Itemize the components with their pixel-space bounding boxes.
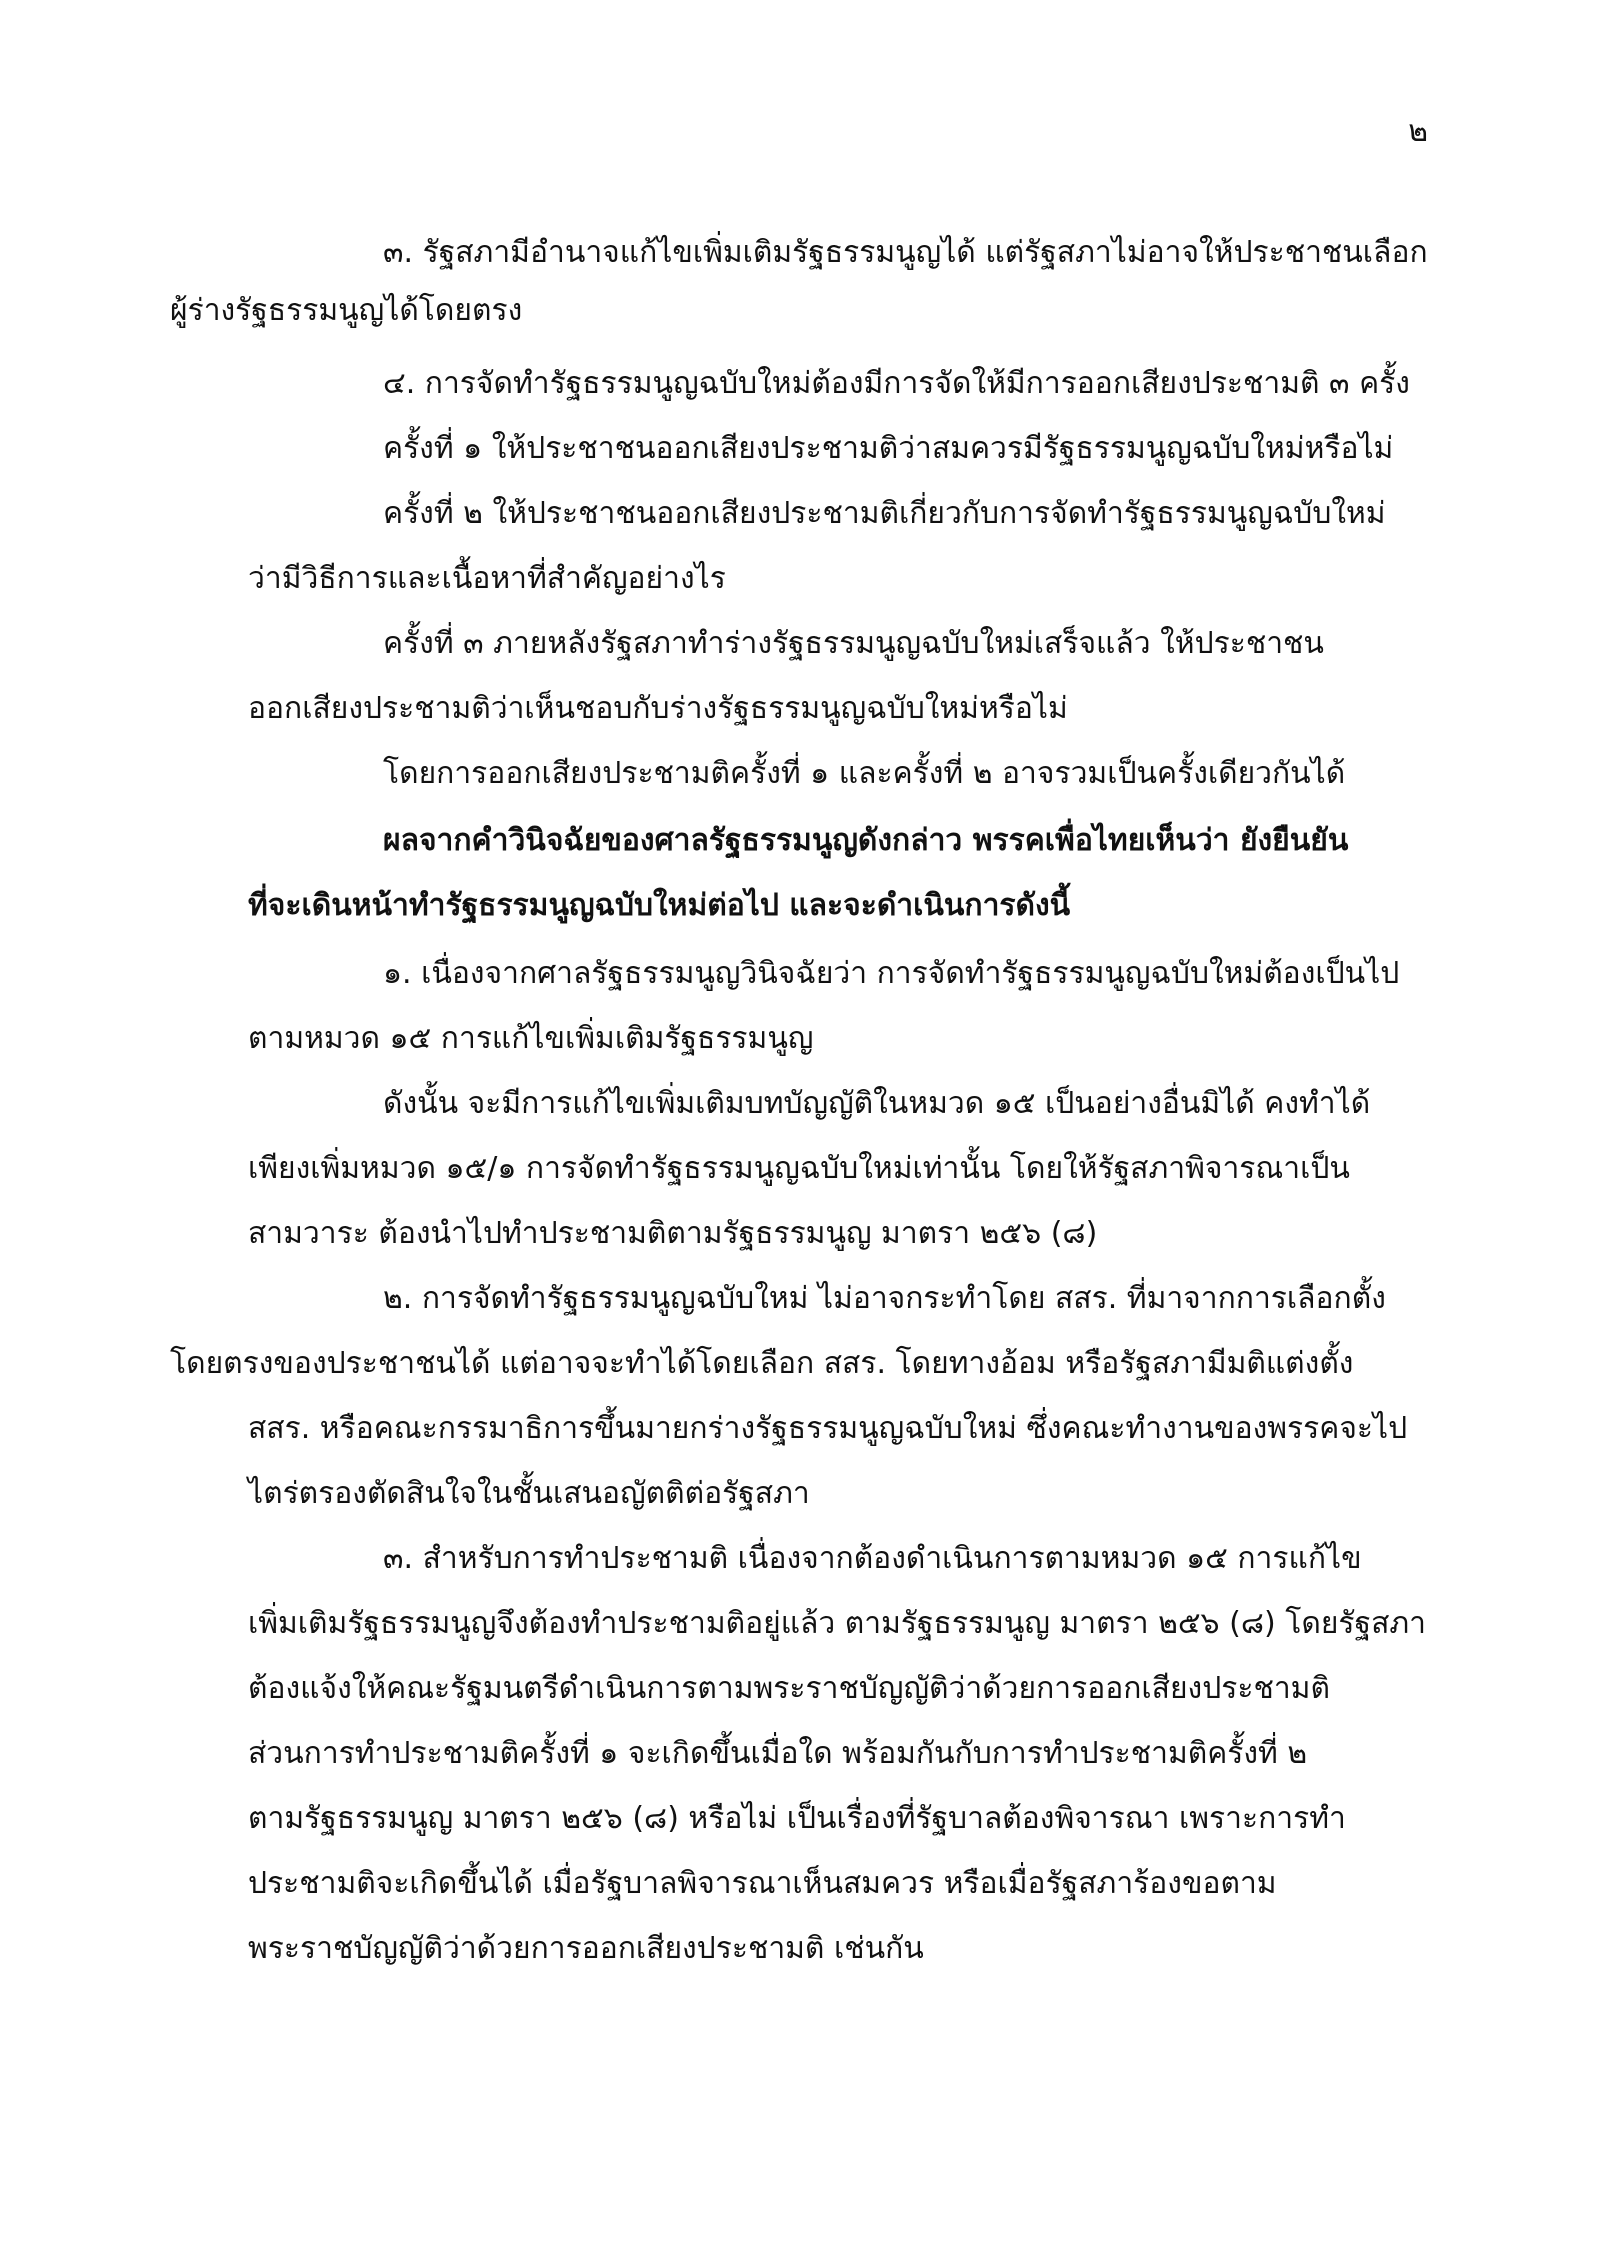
- text-line: ๔. การจัดทำรัฐธรรมนูญฉบับใหม่ต้องมีการจัดให้มีการออกเสียงประชามติ ๓ ครั้ง: [383, 366, 1410, 401]
- text-line: เพียงเพิ่มหมวด ๑๕/๑ การจัดทำรัฐธรรมนูญฉบับใหม่เท่านั้น โดยให้รัฐสภาพิจารณาเป็น: [248, 1151, 1350, 1186]
- text-line: เพิ่มเติมรัฐธรรมนูญจึงต้องทำประชามติอยู่แล้ว ตามรัฐธรรมนูญ มาตรา ๒๕๖ (๘) โดยรัฐสภา: [248, 1606, 1426, 1641]
- text-line: โดยการออกเสียงประชามติครั้งที่ ๑ และครั้งที่ ๒ อาจรวมเป็นครั้งเดียวกันได้: [383, 756, 1346, 791]
- text-line: ๓. สำหรับการทำประชามติ เนื่องจากต้องดำเนินการตามหมวด ๑๕ การแก้ไข: [383, 1541, 1362, 1576]
- text-line: ว่ามีวิธีการและเนื้อหาที่สำคัญอย่างไร: [248, 561, 726, 596]
- text-line: ครั้งที่ ๒ ให้ประชาชนออกเสียงประชามติเกี่ยวกับการจัดทำรัฐธรรมนูญฉบับใหม่: [383, 496, 1386, 531]
- page-number: ๒: [1408, 114, 1428, 149]
- text-line: ประชามติจะเกิดขึ้นได้ เมื่อรัฐบาลพิจารณาเห็นสมควร หรือเมื่อรัฐสภาร้องขอตาม: [248, 1866, 1277, 1901]
- text-line: ผู้ร่างรัฐธรรมนูญได้โดยตรง: [170, 293, 523, 328]
- text-line: ออกเสียงประชามติว่าเห็นชอบกับร่างรัฐธรรมนูญฉบับใหม่หรือไม่: [248, 691, 1068, 726]
- text-line: ครั้งที่ ๑ ให้ประชาชนออกเสียงประชามติว่าสมควรมีรัฐธรรมนูญฉบับใหม่หรือไม่: [383, 431, 1394, 466]
- section-heading-line: ที่จะเดินหน้าทำรัฐธรรมนูญฉบับใหม่ต่อไป และจะดำเนินการดังนี้: [248, 888, 1071, 923]
- text-line: ๒. การจัดทำรัฐธรรมนูญฉบับใหม่ ไม่อาจกระทำโดย สสร. ที่มาจากการเลือกตั้ง: [383, 1281, 1386, 1316]
- text-line: พระราชบัญญัติว่าด้วยการออกเสียงประชามติ เช่นกัน: [248, 1931, 924, 1966]
- text-line: ดังนั้น จะมีการแก้ไขเพิ่มเติมบทบัญญัติในหมวด ๑๕ เป็นอย่างอื่นมิได้ คงทำได้: [383, 1086, 1371, 1121]
- text-line: โดยตรงของประชาชนได้ แต่อาจจะทำได้โดยเลือก สสร. โดยทางอ้อม หรือรัฐสภามีมติแต่งตั้ง: [170, 1346, 1354, 1381]
- text-line: ส่วนการทำประชามติครั้งที่ ๑ จะเกิดขึ้นเมื่อใด พร้อมกันกับการทำประชามติครั้งที่ ๒: [248, 1736, 1308, 1771]
- text-line: ต้องแจ้งให้คณะรัฐมนตรีดำเนินการตามพระราชบัญญัติว่าด้วยการออกเสียงประชามติ: [248, 1671, 1330, 1706]
- text-line: ตามรัฐธรรมนูญ มาตรา ๒๕๖ (๘) หรือไม่ เป็นเรื่องที่รัฐบาลต้องพิจารณา เพราะการทำ: [248, 1801, 1346, 1836]
- text-line: ๑. เนื่องจากศาลรัฐธรรมนูญวินิจฉัยว่า การจัดทำรัฐธรรมนูญฉบับใหม่ต้องเป็นไป: [383, 956, 1400, 991]
- text-line: สสร. หรือคณะกรรมาธิการขึ้นมายกร่างรัฐธรรมนูญฉบับใหม่ ซึ่งคณะทำงานของพรรคจะไป: [248, 1411, 1408, 1446]
- text-line: ตามหมวด ๑๕ การแก้ไขเพิ่มเติมรัฐธรรมนูญ: [248, 1021, 814, 1056]
- text-line: ๓. รัฐสภามีอำนาจแก้ไขเพิ่มเติมรัฐธรรมนูญได้ แต่รัฐสภาไม่อาจให้ประชาชนเลือก: [383, 235, 1428, 270]
- text-line: ไตร่ตรองตัดสินใจในชั้นเสนอญัตติต่อรัฐสภา: [248, 1476, 810, 1511]
- text-line: ครั้งที่ ๓ ภายหลังรัฐสภาทำร่างรัฐธรรมนูญฉบับใหม่เสร็จแล้ว ให้ประชาชน: [383, 626, 1324, 661]
- text-line: สามวาระ ต้องนำไปทำประชามติตามรัฐธรรมนูญ มาตรา ๒๕๖ (๘): [248, 1216, 1098, 1251]
- section-heading-line: ผลจากคำวินิจฉัยของศาลรัฐธรรมนูญดังกล่าว พรรคเพื่อไทยเห็นว่า ยังยืนยัน: [383, 823, 1349, 858]
